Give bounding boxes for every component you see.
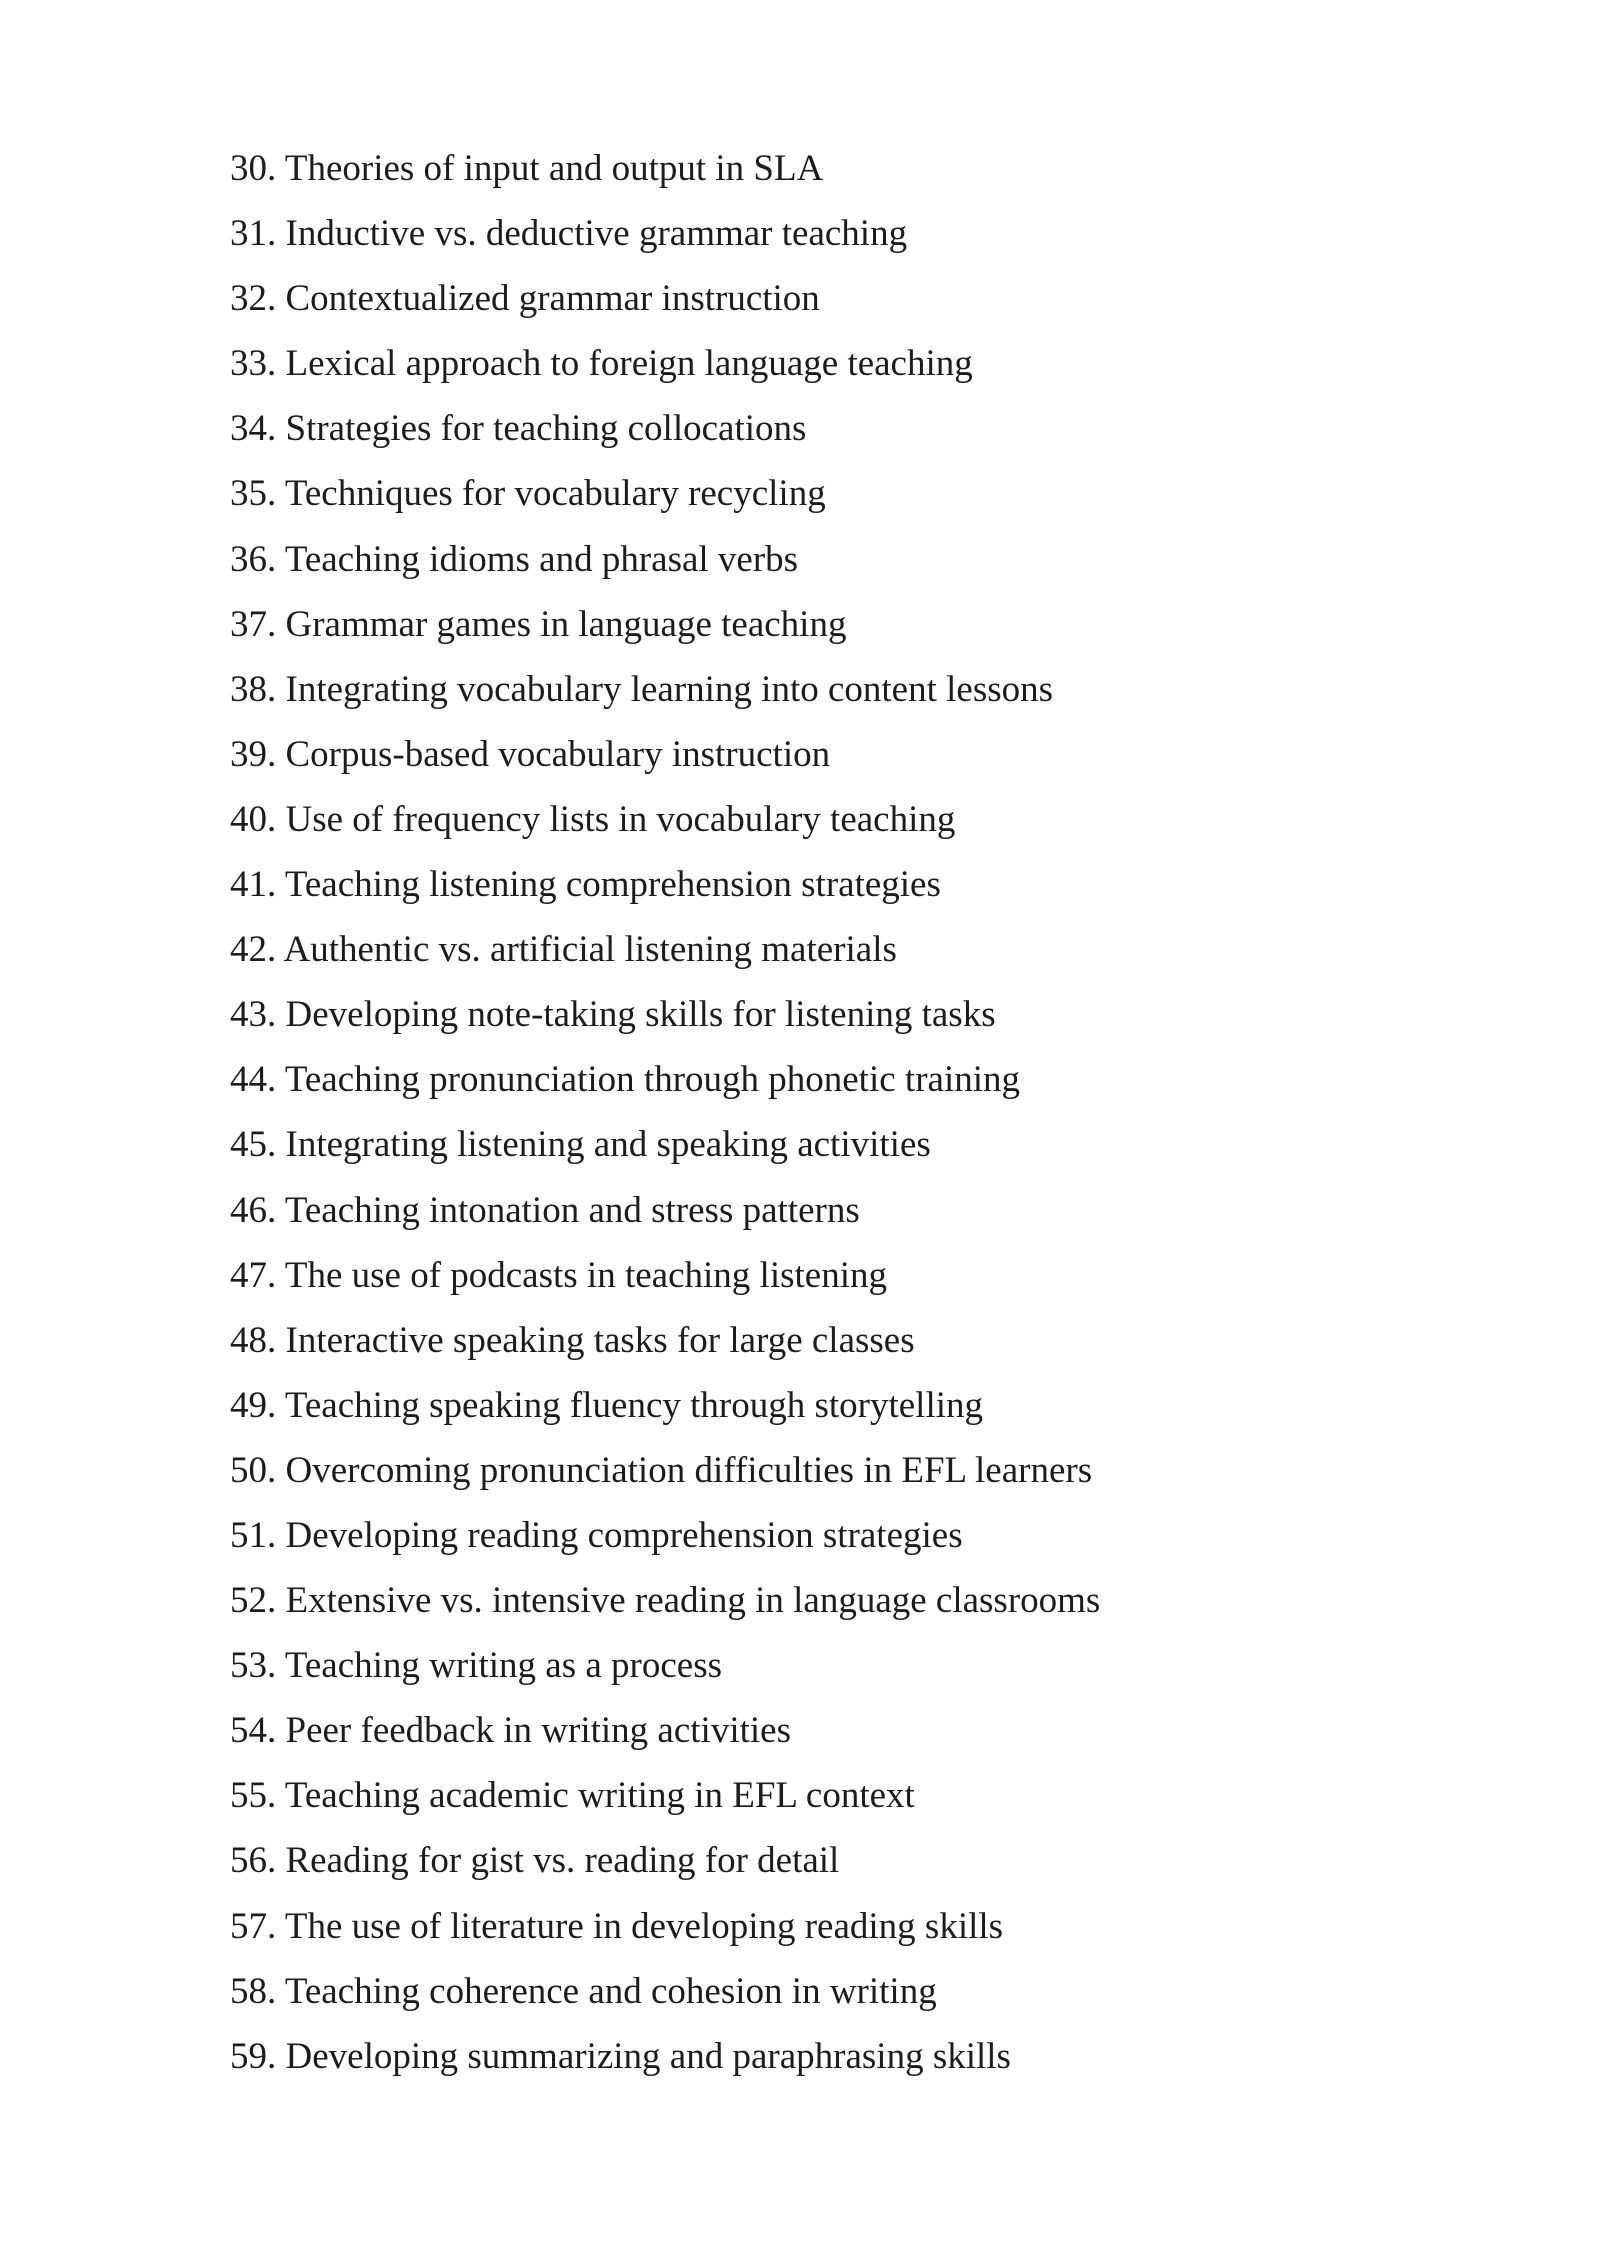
topic-text: Teaching speaking fluency through storytelling (284, 1384, 984, 1426)
topic-number: 44. (230, 1059, 277, 1101)
topic-number: 43. (230, 994, 277, 1036)
list-item (230, 280, 1480, 345)
list-item (230, 1712, 1480, 1777)
list-item (230, 1254, 1480, 1322)
topic-number: 49. (230, 1384, 277, 1426)
list-item (230, 603, 1480, 671)
topic-number: 38. (230, 668, 277, 710)
list-item (230, 866, 1480, 931)
topic-text: Overcoming pronunciation difficulties in EFL learners (285, 1449, 1093, 1491)
list-item (230, 1970, 1480, 2038)
topic-text: Teaching academic writing in EFL context (284, 1775, 915, 1817)
topic-text: The use of podcasts in teaching listening (284, 1254, 887, 1296)
topic-text: Teaching writing as a process (284, 1645, 722, 1687)
topic-number: 32. (230, 278, 277, 320)
list-item (230, 1126, 1480, 1191)
topic-text: Teaching coherence and cohesion in writing (284, 1970, 937, 2012)
topic-text: Interactive speaking tasks for large classes (285, 1319, 915, 1361)
topic-number: 54. (230, 1710, 277, 1752)
list-item (230, 1319, 1480, 1387)
list-item (230, 410, 1480, 475)
list-item (230, 668, 1480, 736)
topic-number: 55. (230, 1775, 277, 1817)
topic-text: Techniques for vocabulary recycling (284, 473, 826, 515)
topic-number: 50. (230, 1449, 277, 1491)
topic-number: 39. (230, 733, 277, 775)
topic-number: 56. (230, 1840, 277, 1882)
topic-text: Reading for gist vs. reading for detail (285, 1840, 840, 1882)
topic-text: Integrating listening and speaking activities (285, 1124, 931, 1166)
topic-text: Lexical approach to foreign language teaching (285, 343, 973, 385)
topic-text: Use of frequency lists in vocabulary teaching (285, 798, 956, 840)
topic-text: Developing note-taking skills for listening tasks (285, 994, 996, 1036)
list-item (230, 1061, 1480, 1126)
topic-number: 40. (230, 798, 277, 840)
list-item (230, 1777, 1480, 1842)
topic-number: 46. (230, 1189, 277, 1231)
topic-number: 36. (230, 538, 277, 580)
list-item (230, 1647, 1480, 1712)
list-item (230, 150, 1480, 215)
topic-text: Teaching listening comprehension strategies (284, 864, 941, 906)
topic-text: The use of literature in developing reading skills (284, 1905, 1004, 1947)
list-item (230, 345, 1480, 410)
topic-number: 30. (230, 148, 277, 189)
topic-number: 35. (230, 473, 277, 515)
topic-number: 31. (230, 213, 277, 255)
topic-text: Contextualized grammar instruction (285, 278, 820, 320)
topic-number: 41. (230, 864, 277, 906)
topic-text: Grammar games in language teaching (285, 603, 847, 645)
topic-text: Inductive vs. deductive grammar teaching (285, 213, 908, 255)
topic-number: 48. (230, 1319, 277, 1361)
topic-text: Teaching idioms and phrasal verbs (284, 538, 799, 580)
list-item (230, 215, 1480, 280)
topic-list (230, 150, 1480, 2103)
topic-text: Integrating vocabulary learning into content lessons (285, 668, 1054, 710)
list-item (230, 1189, 1480, 1257)
list-item (230, 1582, 1480, 1647)
topic-text: Corpus-based vocabulary instruction (285, 733, 831, 775)
topic-number: 59. (230, 2035, 277, 2077)
topic-text: Peer feedback in writing activities (285, 1710, 791, 1752)
topic-number: 53. (230, 1645, 277, 1687)
topic-text: Developing reading comprehension strategies (285, 1514, 963, 1556)
topic-text: Extensive vs. intensive reading in language classrooms (285, 1580, 1101, 1622)
list-item (230, 1842, 1480, 1907)
topic-number: 58. (230, 1970, 277, 2012)
topic-number: 52. (230, 1580, 277, 1622)
list-item (230, 475, 1480, 540)
list-item (230, 538, 1480, 606)
list-item (230, 733, 1480, 801)
list-item (230, 2035, 1480, 2103)
list-item (230, 1514, 1480, 1582)
topic-number: 51. (230, 1514, 277, 1556)
topic-number: 45. (230, 1124, 277, 1166)
list-item (230, 1384, 1480, 1452)
list-item (230, 1449, 1480, 1517)
topic-number: 47. (230, 1254, 277, 1296)
list-item (230, 1905, 1480, 1973)
list-item (230, 931, 1480, 996)
topic-number: 34. (230, 408, 277, 450)
topic-text: Authentic vs. artificial listening materials (283, 929, 897, 971)
list-item (230, 798, 1480, 866)
topic-text: Developing summarizing and paraphrasing skills (285, 2035, 1011, 2077)
topic-number: 37. (230, 603, 277, 645)
list-item (230, 996, 1480, 1061)
topic-text: Teaching intonation and stress patterns (284, 1189, 860, 1231)
topic-number: 42. (230, 929, 277, 971)
topic-text: Teaching pronunciation through phonetic training (284, 1059, 1021, 1101)
topic-number: 57. (230, 1905, 277, 1947)
topic-number: 33. (230, 343, 277, 385)
topic-text: Strategies for teaching collocations (285, 408, 807, 450)
topic-text: Theories of input and output in SLA (284, 148, 824, 189)
